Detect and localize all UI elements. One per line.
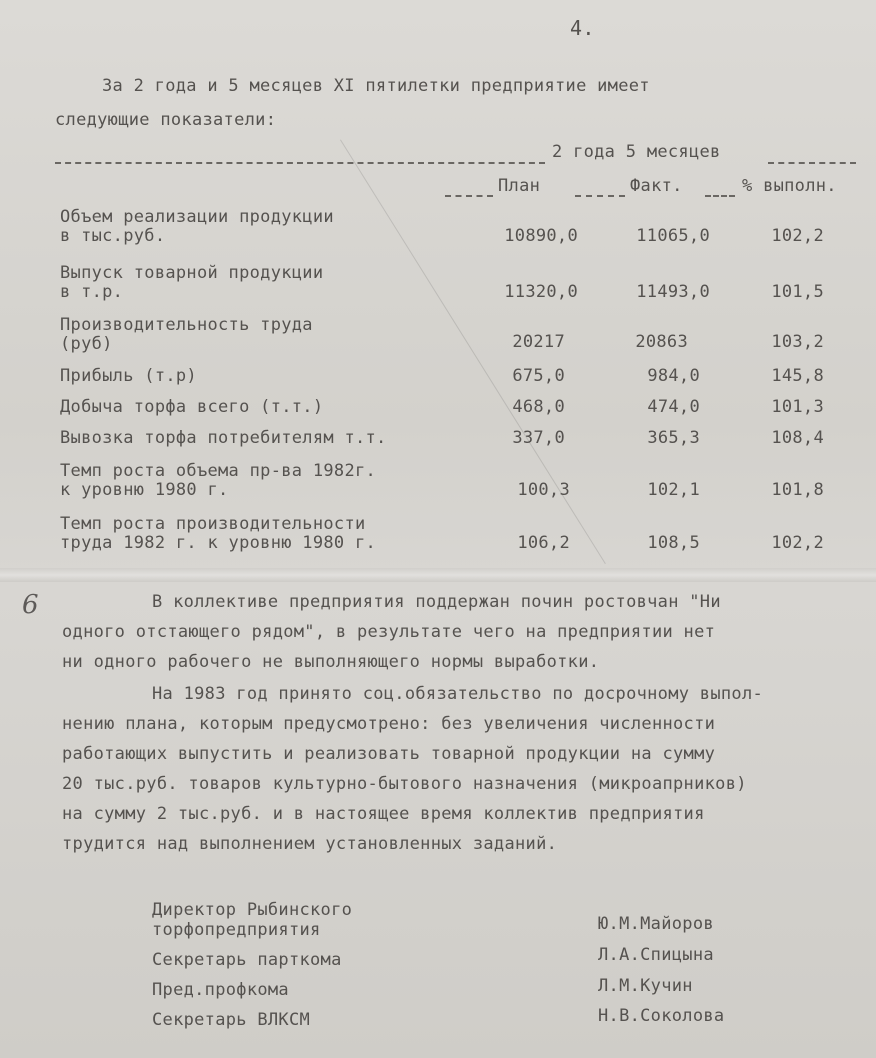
col-header-plan: План xyxy=(498,176,541,196)
paragraph2-line: нению плана, которым предусмотрено: без увеличения численности xyxy=(62,714,716,734)
signatory-title: Секретарь парткома xyxy=(152,950,342,970)
row-plan: 106,2 xyxy=(517,533,570,553)
intro-line-1: За 2 года и 5 месяцев XI пятилетки предприятие имеет xyxy=(102,76,650,96)
row-pct: 102,2 xyxy=(771,226,824,246)
col-dash-2 xyxy=(575,195,625,197)
row-fact: 102,1 xyxy=(647,480,700,500)
row-label-cont: труда 1982 г. к уровню 1980 г. xyxy=(60,533,377,553)
row-plan: 675,0 xyxy=(512,366,565,386)
row-label: Темп роста производительности xyxy=(60,514,366,534)
col-header-fact: Факт. xyxy=(630,176,683,196)
row-plan: 10890,0 xyxy=(504,226,578,246)
signatory-name: Л.А.Спицына xyxy=(598,945,714,965)
row-fact: 11065,0 xyxy=(636,226,710,246)
period-header: 2 года 5 месяцев xyxy=(552,142,721,162)
row-label-cont: (руб) xyxy=(60,334,113,354)
paragraph1-line: одного отстающего рядом", в результате чего на предприятии нет xyxy=(62,622,716,642)
row-pct: 108,4 xyxy=(771,428,824,448)
row-plan: 100,3 xyxy=(517,480,570,500)
signatory-name: Л.М.Кучин xyxy=(598,976,693,996)
row-label: Выпуск товарной продукции xyxy=(60,263,324,283)
intro-line-2: следующие показатели: xyxy=(55,110,277,130)
row-plan: 20217 xyxy=(512,332,565,352)
row-label-cont: к уровню 1980 г. xyxy=(60,480,229,500)
signatory-title: Пред.профкома xyxy=(152,980,289,1000)
row-fact: 365,3 xyxy=(647,428,700,448)
row-plan: 11320,0 xyxy=(504,282,578,302)
page-number: 4. xyxy=(570,16,595,40)
row-pct: 101,8 xyxy=(771,480,824,500)
row-fact: 474,0 xyxy=(647,397,700,417)
row-plan: 337,0 xyxy=(512,428,565,448)
row-pct: 102,2 xyxy=(771,533,824,553)
paragraph2-line: 20 тыс.руб. товаров культурно-бытового назначения (микроапрников) xyxy=(62,774,747,794)
row-pct: 101,5 xyxy=(771,282,824,302)
row-label: Вывозка торфа потребителям т.т. xyxy=(60,428,387,448)
paragraph2-line: трудится над выполнением установленных заданий. xyxy=(62,834,558,854)
header-dash-left xyxy=(55,162,545,164)
row-fact: 984,0 xyxy=(647,366,700,386)
signatory-title-cont: торфопредприятия xyxy=(152,920,321,940)
row-pct: 103,2 xyxy=(771,332,824,352)
handwritten-margin-mark: 6 xyxy=(22,590,39,620)
row-label-cont: в т.р. xyxy=(60,282,124,302)
row-pct: 145,8 xyxy=(771,366,824,386)
row-label-cont: в тыс.руб. xyxy=(60,226,166,246)
row-fact: 108,5 xyxy=(647,533,700,553)
row-pct: 101,3 xyxy=(771,397,824,417)
row-label: Объем реализации продукции xyxy=(60,207,334,227)
paragraph2-line: на сумму 2 тыс.руб. и в настоящее время коллектив предприятия xyxy=(62,804,705,824)
signatory-title: Директор Рыбинского xyxy=(152,900,353,920)
col-dash-3 xyxy=(705,195,735,197)
paper-fold xyxy=(0,568,876,582)
signatory-name: Н.В.Соколова xyxy=(598,1006,725,1026)
paragraph2-line: работающих выпустить и реализовать товарной продукции на сумму xyxy=(62,744,716,764)
row-plan: 468,0 xyxy=(512,397,565,417)
row-label: Производительность труда xyxy=(60,315,313,335)
row-label: Добыча торфа всего (т.т.) xyxy=(60,397,324,417)
row-label: Темп роста объема пр-ва 1982г. xyxy=(60,461,377,481)
row-fact: 20863 xyxy=(635,332,688,352)
paragraph1-line: ни одного рабочего не выполняющего нормы выработки. xyxy=(62,652,600,672)
col-header-pct: % выполн. xyxy=(742,176,837,196)
header-dash-right xyxy=(768,162,856,164)
signatory-name: Ю.М.Майоров xyxy=(598,914,714,934)
row-fact: 11493,0 xyxy=(636,282,710,302)
signatory-title: Секретарь ВЛКСМ xyxy=(152,1010,311,1030)
col-dash-1 xyxy=(445,195,493,197)
row-label: Прибыль (т.р) xyxy=(60,366,197,386)
paragraph2-line: На 1983 год принято соц.обязательство по досрочному выпол- xyxy=(152,684,764,704)
paragraph1-line: В коллективе предприятия поддержан почин ростовчан "Ни xyxy=(152,592,721,612)
